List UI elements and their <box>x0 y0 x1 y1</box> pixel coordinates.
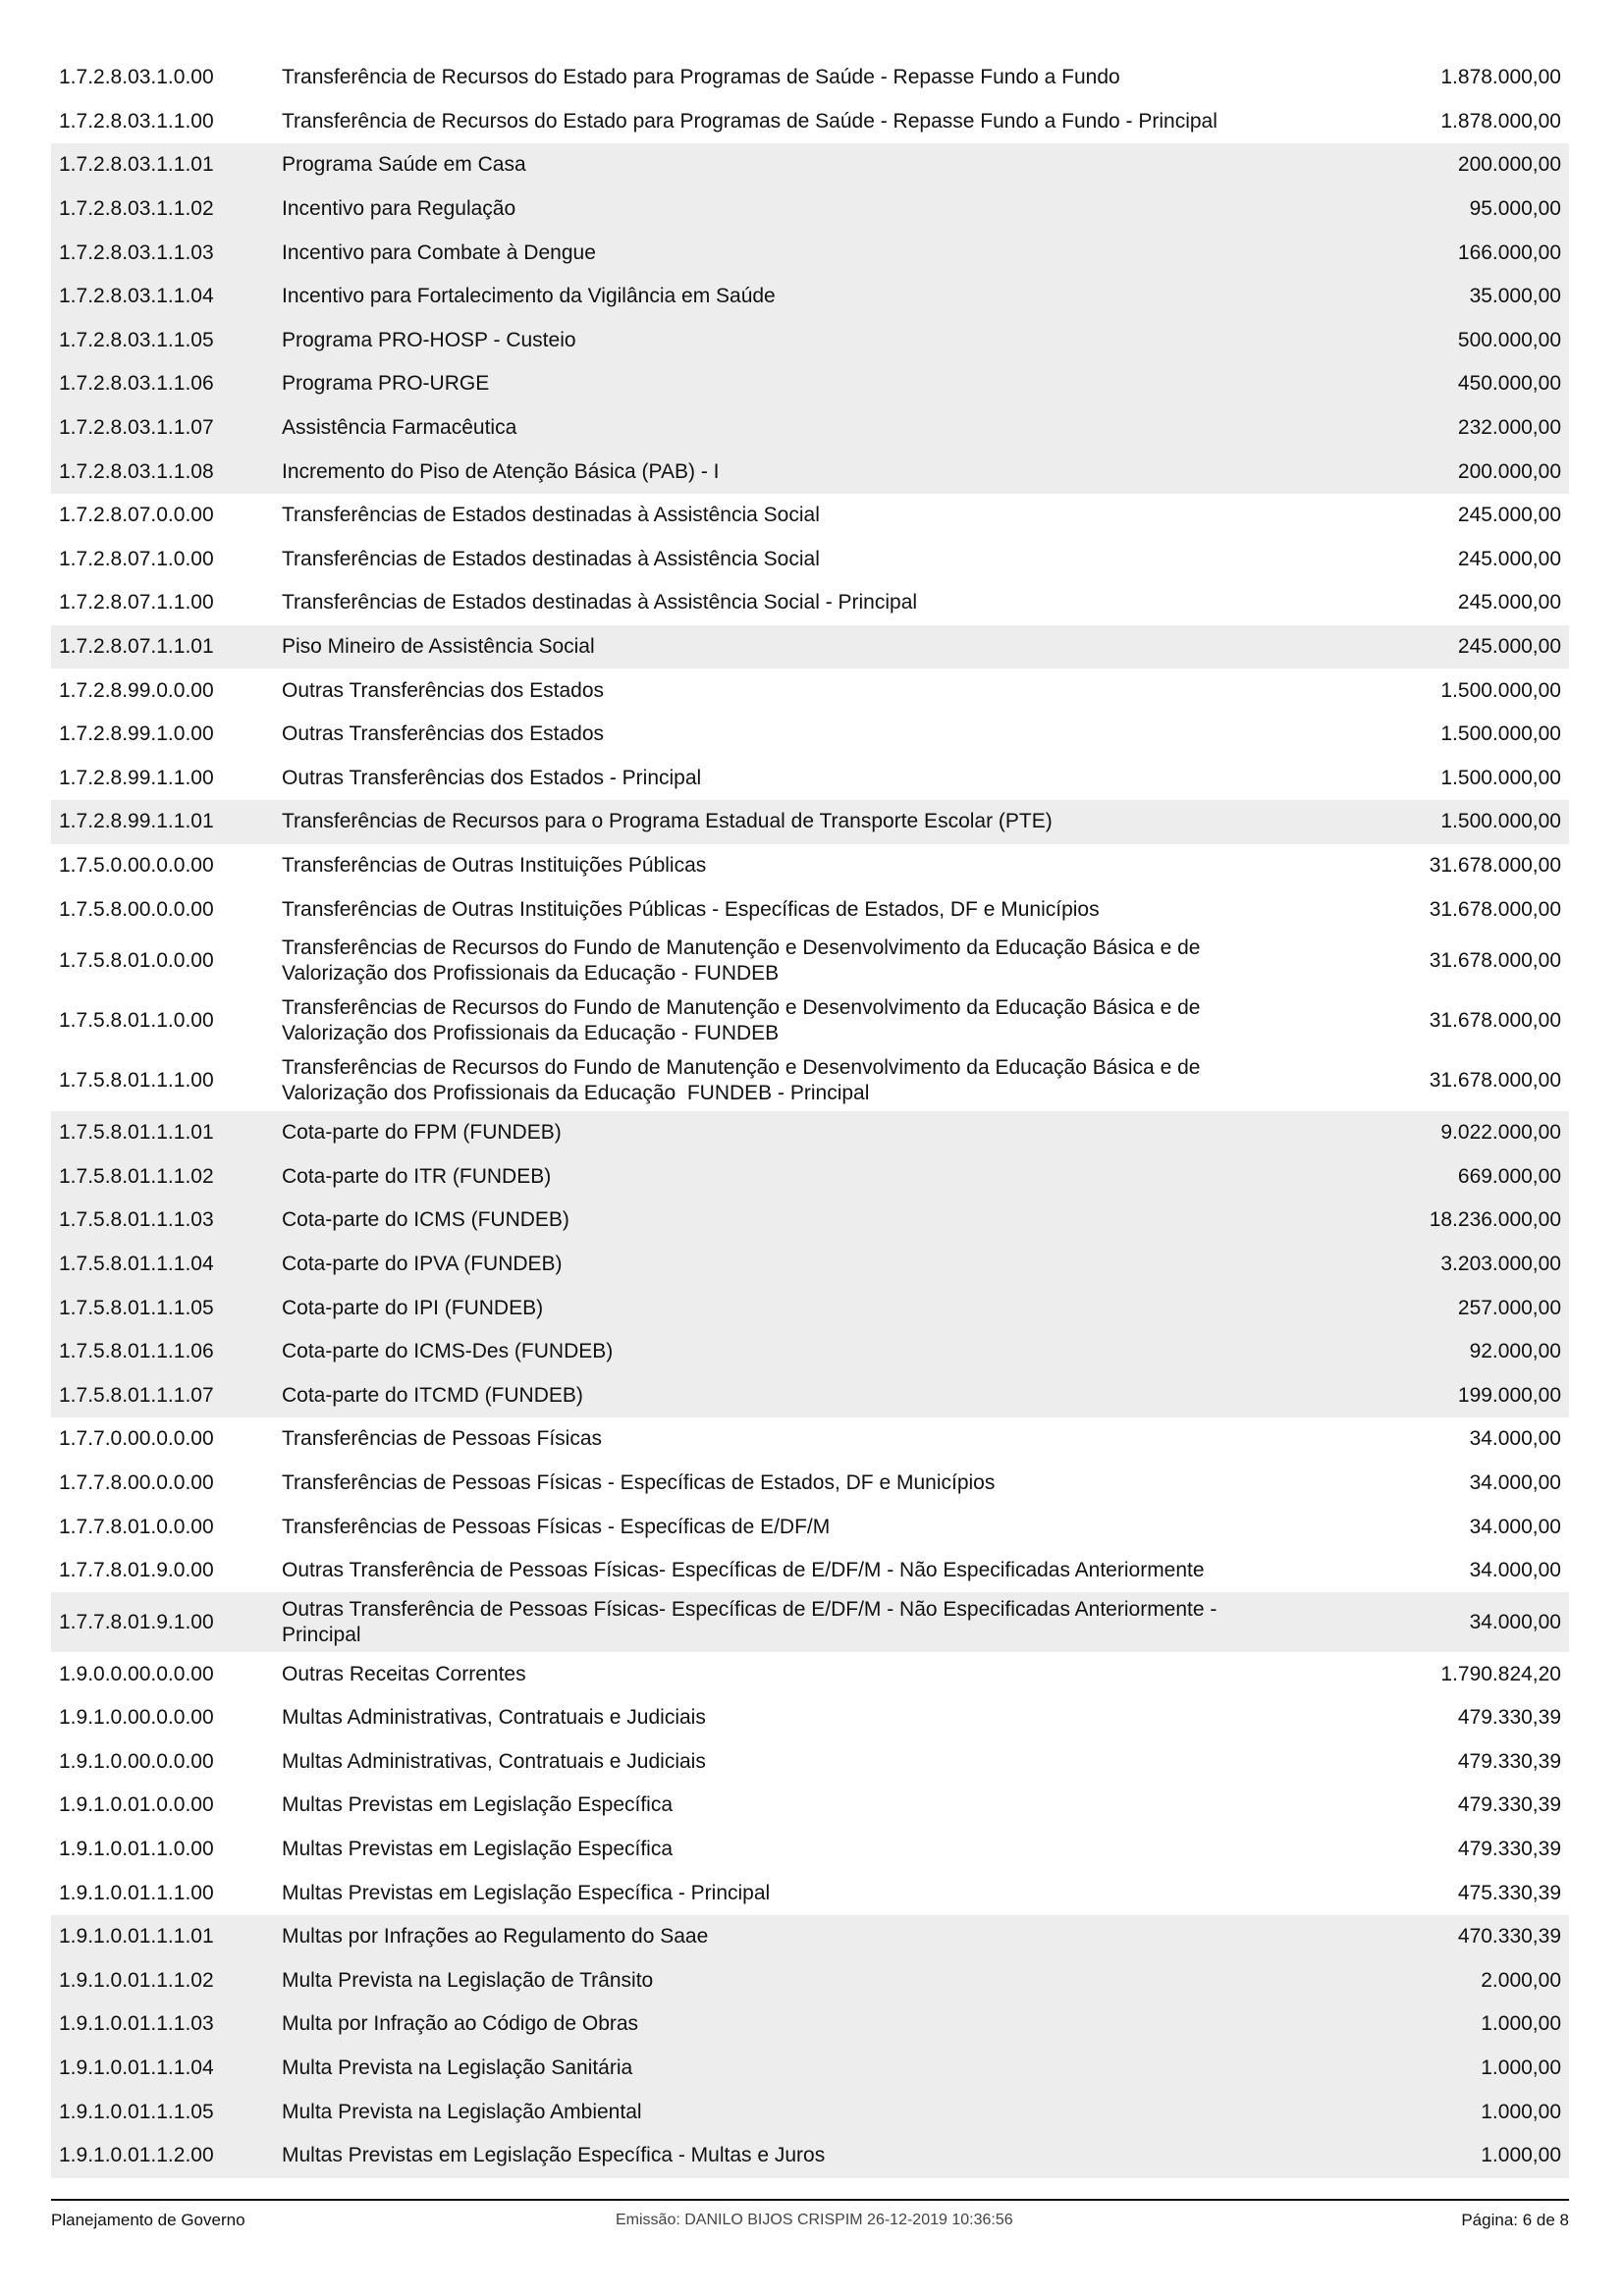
account-description: Cota-parte do ICMS (FUNDEB) <box>282 1208 569 1232</box>
account-value: 35.000,00 <box>1469 285 1561 308</box>
table-row <box>51 1592 1569 1652</box>
page-footer <box>51 2211 1569 2230</box>
account-value: 1.000,00 <box>1481 2056 1561 2080</box>
account-value: 3.203.000,00 <box>1440 1252 1561 1275</box>
table-row <box>51 668 1569 713</box>
account-code: 1.7.2.8.03.1.1.05 <box>59 328 214 351</box>
account-value: 31.678.000,00 <box>1429 1069 1561 1093</box>
account-code: 1.9.1.0.01.1.2.00 <box>59 2144 214 2167</box>
account-description: Assistência Farmacêutica <box>282 416 517 440</box>
table-row <box>51 1959 1569 2003</box>
account-code: 1.7.5.8.01.1.1.07 <box>59 1383 214 1407</box>
table-row <box>51 450 1569 494</box>
account-code: 1.7.2.8.99.1.0.00 <box>59 722 214 746</box>
account-value: 34.000,00 <box>1469 1427 1561 1451</box>
account-value: 245.000,00 <box>1457 635 1561 659</box>
table-row <box>51 1286 1569 1330</box>
table-row <box>51 1462 1569 1506</box>
account-description: Transferências de Recursos para o Programa Estadual de Transporte Escolar (PTE) <box>282 810 1053 833</box>
account-code: 1.7.2.8.03.1.1.04 <box>59 285 214 308</box>
account-description: Transferências de Estados destinadas à Assistência Social <box>282 547 820 570</box>
account-code: 1.7.2.8.99.0.0.00 <box>59 678 214 702</box>
table-row <box>51 1373 1569 1417</box>
account-description: Outras Transferências dos Estados <box>282 722 604 746</box>
account-code: 1.7.7.8.01.9.0.00 <box>59 1559 214 1582</box>
account-description: Multas Administrativas, Contratuais e Judiciais <box>282 1749 706 1773</box>
account-code: 1.7.2.8.03.1.1.08 <box>59 459 214 483</box>
table-row <box>51 143 1569 187</box>
account-code: 1.9.1.0.01.1.1.04 <box>59 2056 214 2080</box>
account-value: 450.000,00 <box>1457 372 1561 396</box>
table-row <box>51 1051 1569 1111</box>
account-description: Multas Previstas em Legislação Específica - Multas e Juros <box>282 2144 826 2167</box>
account-code: 1.9.0.0.00.0.0.00 <box>59 1662 214 1685</box>
table-row <box>51 538 1569 582</box>
account-value: 34.000,00 <box>1469 1515 1561 1538</box>
account-description: Incentivo para Regulação <box>282 197 516 221</box>
account-code: 1.7.5.0.00.0.0.00 <box>59 853 214 877</box>
account-value: 245.000,00 <box>1457 591 1561 614</box>
account-value: 18.236.000,00 <box>1429 1208 1561 1232</box>
account-value: 31.678.000,00 <box>1429 1009 1561 1033</box>
account-code: 1.7.2.8.03.1.1.03 <box>59 240 214 264</box>
table-row <box>51 1330 1569 1374</box>
account-description: Multa Prevista na Legislação Ambiental <box>282 2100 642 2123</box>
account-code: 1.7.2.8.03.1.0.00 <box>59 66 214 89</box>
table-row <box>51 406 1569 451</box>
table-row <box>51 581 1569 625</box>
account-value: 1.500.000,00 <box>1440 810 1561 833</box>
account-value: 34.000,00 <box>1469 1559 1561 1582</box>
table-row <box>51 2134 1569 2178</box>
table-row <box>51 362 1569 406</box>
account-code: 1.9.1.0.01.1.1.03 <box>59 2012 214 2036</box>
account-value: 2.000,00 <box>1481 1968 1561 1992</box>
table-row <box>51 1417 1569 1462</box>
account-code: 1.9.1.0.01.1.1.00 <box>59 1881 214 1904</box>
account-description: Transferências de Outras Instituições Públicas - Específicas de Estados, DF e Municípios <box>282 897 1100 921</box>
account-description: Incentivo para Fortalecimento da Vigilância em Saúde <box>282 285 776 308</box>
table-row <box>51 1111 1569 1155</box>
account-value: 31.678.000,00 <box>1429 853 1561 877</box>
account-code: 1.9.1.0.01.1.1.01 <box>59 1925 214 1949</box>
account-code: 1.7.7.8.00.0.0.00 <box>59 1470 214 1494</box>
table-row <box>51 275 1569 319</box>
account-code: 1.7.7.8.01.0.0.00 <box>59 1515 214 1538</box>
account-value: 95.000,00 <box>1469 197 1561 221</box>
account-description: Transferências de Estados destinadas à Assistência Social - Principal <box>282 591 918 614</box>
account-code: 1.7.5.8.01.1.1.05 <box>59 1296 214 1319</box>
account-code: 1.7.2.8.07.1.1.01 <box>59 635 214 659</box>
account-code: 1.9.1.0.01.1.1.02 <box>59 1968 214 1992</box>
account-description: Multa Prevista na Legislação Sanitária <box>282 2056 633 2080</box>
account-description: Transferência de Recursos do Estado para Programas de Saúde - Repasse Fundo a Fundo <box>282 66 1120 89</box>
account-value: 479.330,39 <box>1457 1793 1561 1817</box>
table-row <box>51 625 1569 669</box>
account-description: Outras Transferências dos Estados <box>282 678 604 702</box>
account-code: 1.7.2.8.99.1.1.00 <box>59 766 214 789</box>
account-code: 1.9.1.0.00.0.0.00 <box>59 1749 214 1773</box>
account-description: Transferência de Recursos do Estado para Programas de Saúde - Repasse Fundo a Fundo - Principal <box>282 109 1217 133</box>
footer-department: Planejamento de Governo <box>51 2211 245 2229</box>
table-row <box>51 2090 1569 2134</box>
account-description: Transferências de Recursos do Fundo de Manutenção e Desenvolvimento da Educação Básica e de Valorização dos Profissionais da Educação - FUNDEB <box>282 996 1201 1045</box>
account-value: 1.878.000,00 <box>1440 109 1561 133</box>
account-value: 257.000,00 <box>1457 1296 1561 1319</box>
account-value: 200.000,00 <box>1457 153 1561 177</box>
account-code: 1.7.2.8.07.0.0.00 <box>59 504 214 527</box>
account-value: 34.000,00 <box>1469 1470 1561 1494</box>
account-description: Transferências de Pessoas Físicas <box>282 1427 603 1451</box>
table-row <box>51 844 1569 888</box>
account-description: Programa PRO-HOSP - Custeio <box>282 328 576 351</box>
account-value: 245.000,00 <box>1457 547 1561 570</box>
account-description: Cota-parte do ITCMD (FUNDEB) <box>282 1383 583 1407</box>
table-row <box>51 1199 1569 1243</box>
table-row <box>51 2002 1569 2047</box>
account-description: Transferências de Pessoas Físicas - Específicas de E/DF/M <box>282 1515 831 1538</box>
account-value: 1.000,00 <box>1481 2144 1561 2167</box>
account-value: 479.330,39 <box>1457 1838 1561 1861</box>
account-description: Piso Mineiro de Assistência Social <box>282 635 595 659</box>
account-description: Cota-parte do IPI (FUNDEB) <box>282 1296 544 1319</box>
account-code: 1.7.7.0.00.0.0.00 <box>59 1427 214 1451</box>
account-description: Cota-parte do ICMS-Des (FUNDEB) <box>282 1340 614 1363</box>
account-code: 1.7.2.8.07.1.1.00 <box>59 591 214 614</box>
account-description: Incremento do Piso de Atenção Básica (PAB) - I <box>282 459 720 483</box>
account-description: Cota-parte do IPVA (FUNDEB) <box>282 1252 563 1275</box>
table-row <box>51 1652 1569 1696</box>
account-value: 1.878.000,00 <box>1440 66 1561 89</box>
account-value: 1.500.000,00 <box>1440 766 1561 789</box>
table-row <box>51 1784 1569 1828</box>
table-row <box>51 319 1569 363</box>
account-code: 1.7.5.8.01.1.1.03 <box>59 1208 214 1232</box>
account-code: 1.7.5.8.01.0.0.00 <box>59 949 214 973</box>
account-value: 500.000,00 <box>1457 328 1561 351</box>
account-value: 1.000,00 <box>1481 2100 1561 2123</box>
account-code: 1.7.2.8.99.1.1.01 <box>59 810 214 833</box>
table-row <box>51 1154 1569 1199</box>
account-value: 31.678.000,00 <box>1429 949 1561 973</box>
account-value: 1.500.000,00 <box>1440 678 1561 702</box>
account-description: Incentivo para Combate à Dengue <box>282 240 596 264</box>
account-description: Transferências de Recursos do Fundo de Manutenção e Desenvolvimento da Educação Básica e de Valorização dos Profissionais da Educação - FUNDEB <box>282 936 1201 986</box>
table-row <box>51 1915 1569 1959</box>
account-description: Multa por Infração ao Código de Obras <box>282 2012 639 2036</box>
account-value: 166.000,00 <box>1457 240 1561 264</box>
table-row <box>51 932 1569 991</box>
account-description: Transferências de Pessoas Físicas - Específicas de Estados, DF e Municípios <box>282 1470 996 1494</box>
account-value: 1.790.824,20 <box>1440 1662 1561 1685</box>
account-description: Multas por Infrações ao Regulamento do Saae <box>282 1925 709 1949</box>
account-value: 470.330,39 <box>1457 1925 1561 1949</box>
account-description: Multas Previstas em Legislação Específica - Principal <box>282 1881 771 1904</box>
account-value: 475.330,39 <box>1457 1881 1561 1904</box>
account-value: 1.000,00 <box>1481 2012 1561 2036</box>
account-description: Cota-parte do FPM (FUNDEB) <box>282 1121 562 1145</box>
account-description: Multas Previstas em Legislação Específica <box>282 1838 674 1861</box>
table-row <box>51 187 1569 232</box>
table-row <box>51 800 1569 844</box>
account-value: 245.000,00 <box>1457 504 1561 527</box>
table-row <box>51 1549 1569 1593</box>
account-value: 92.000,00 <box>1469 1340 1561 1363</box>
account-description: Transferências de Outras Instituições Públicas <box>282 853 707 877</box>
footer-page-number: Página: 6 de 8 <box>1461 2211 1569 2229</box>
account-value: 479.330,39 <box>1457 1749 1561 1773</box>
account-value: 200.000,00 <box>1457 459 1561 483</box>
table-row <box>51 1505 1569 1549</box>
table-row <box>51 1740 1569 1785</box>
table-row <box>51 887 1569 932</box>
account-value: 1.500.000,00 <box>1440 722 1561 746</box>
table-row <box>51 2047 1569 2091</box>
table-row <box>51 757 1569 801</box>
account-description: Outras Transferências dos Estados - Principal <box>282 766 702 789</box>
table-row <box>51 494 1569 538</box>
account-description: Outras Transferência de Pessoas Físicas- Específicas de E/DF/M - Não Especificadas Anteriormente - Principal <box>282 1597 1217 1646</box>
account-description: Transferências de Recursos do Fundo de Manutenção e Desenvolvimento da Educação Básica e de Valorização dos Profissionais da Educação FUNDEB - Principal <box>282 1056 1201 1105</box>
account-description: Multas Administrativas, Contratuais e Judiciais <box>282 1706 706 1730</box>
account-code: 1.9.1.0.01.0.0.00 <box>59 1793 214 1817</box>
footer-emission-info: Emissão: DANILO BIJOS CRISPIM 26-12-2019 10:36:56 <box>616 2212 1013 2228</box>
account-code: 1.7.5.8.01.1.1.01 <box>59 1121 214 1145</box>
account-code: 1.7.2.8.03.1.1.07 <box>59 416 214 440</box>
account-value: 199.000,00 <box>1457 1383 1561 1407</box>
account-description: Outras Transferência de Pessoas Físicas- Específicas de E/DF/M - Não Especificadas Anteriormente <box>282 1559 1205 1582</box>
footer-divider <box>51 2199 1569 2201</box>
account-description: Transferências de Estados destinadas à Assistência Social <box>282 504 820 527</box>
account-value: 9.022.000,00 <box>1440 1121 1561 1145</box>
account-code: 1.7.2.8.03.1.1.02 <box>59 197 214 221</box>
account-code: 1.7.7.8.01.9.1.00 <box>59 1610 214 1633</box>
table-row <box>51 56 1569 100</box>
table-row <box>51 100 1569 144</box>
account-description: Programa PRO-URGE <box>282 372 490 396</box>
account-code: 1.9.1.0.01.1.0.00 <box>59 1838 214 1861</box>
account-code: 1.7.2.8.03.1.1.01 <box>59 153 214 177</box>
account-code: 1.7.5.8.01.1.1.00 <box>59 1069 214 1093</box>
account-code: 1.7.5.8.01.1.0.00 <box>59 1009 214 1033</box>
account-value: 31.678.000,00 <box>1429 897 1561 921</box>
account-description: Programa Saúde em Casa <box>282 153 526 177</box>
account-code: 1.7.2.8.07.1.0.00 <box>59 547 214 570</box>
table-row <box>51 231 1569 275</box>
table-row <box>51 1243 1569 1287</box>
account-description: Multas Previstas em Legislação Específica <box>282 1793 674 1817</box>
account-code: 1.7.5.8.01.1.1.02 <box>59 1164 214 1188</box>
account-code: 1.9.1.0.00.0.0.00 <box>59 1706 214 1730</box>
table-row <box>51 991 1569 1051</box>
account-code: 1.7.2.8.03.1.1.06 <box>59 372 214 396</box>
table-row <box>51 713 1569 757</box>
account-value: 232.000,00 <box>1457 416 1561 440</box>
revenue-table <box>51 56 1569 2178</box>
account-code: 1.7.5.8.01.1.1.06 <box>59 1340 214 1363</box>
account-description: Outras Receitas Correntes <box>282 1662 526 1685</box>
account-value: 479.330,39 <box>1457 1706 1561 1730</box>
account-code: 1.9.1.0.01.1.1.05 <box>59 2100 214 2123</box>
account-code: 1.7.5.8.00.0.0.00 <box>59 897 214 921</box>
account-code: 1.7.2.8.03.1.1.00 <box>59 109 214 133</box>
account-description: Multa Prevista na Legislação de Trânsito <box>282 1968 654 1992</box>
table-row <box>51 1828 1569 1872</box>
account-description: Cota-parte do ITR (FUNDEB) <box>282 1164 552 1188</box>
account-code: 1.7.5.8.01.1.1.04 <box>59 1252 214 1275</box>
account-value: 34.000,00 <box>1469 1610 1561 1633</box>
table-row <box>51 1871 1569 1915</box>
account-value: 669.000,00 <box>1457 1164 1561 1188</box>
table-row <box>51 1696 1569 1740</box>
